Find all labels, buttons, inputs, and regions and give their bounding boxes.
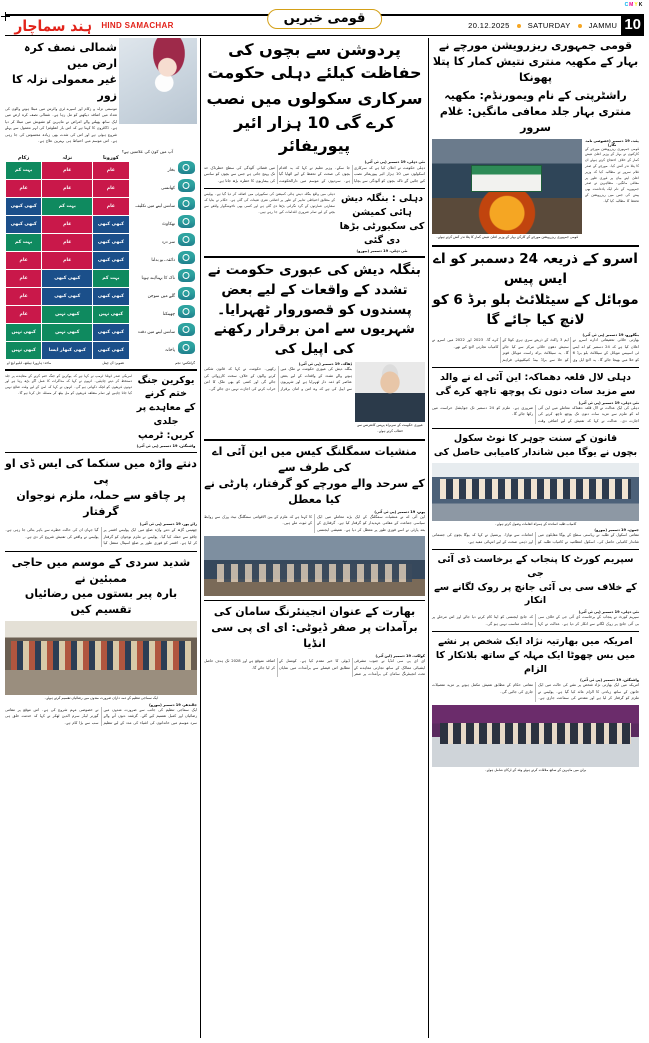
- symptom-value-cell: عام: [42, 161, 93, 179]
- symptom-table-body: [6, 161, 198, 359]
- symptom-label: سر درد: [161, 239, 175, 245]
- story-bangladesh-interim-govt: [204, 261, 425, 435]
- symptom-label: سانس لینے میں دقت: [137, 329, 175, 335]
- symptom-value-cell: کبھی کبھی: [42, 269, 93, 287]
- symptom-value-cell: کبھی نہیں: [6, 341, 42, 359]
- left-column: [5, 38, 201, 1038]
- redfort-headline-line1: دہلی لال قلعہ دھماکہ: این آئی اے نے والد: [439, 372, 631, 384]
- story-school-yoga-success: [432, 432, 639, 545]
- story-northern-hemisphere-flu: [5, 38, 197, 145]
- nia-body-text: این آئی اے نے منشیات سمگلنگ کے ایک بڑے معاملے میں ایک سیاسی جماعت کے مقامی عہدیدار کو گرفتار کیا ہے۔ گرفتاری کے بعد پارٹی نے اسے فوری طور پر معطل کر دیا ہے۔ تفتیشی ایجنسی کا کہنا ہے کہ ملزم کے بین الاقوامی سمگلنگ نیٹ ورک سے روابط کے ثبوت ملے ہیں۔: [204, 514, 425, 532]
- story-nia-drug-smuggling: [204, 444, 425, 596]
- symptom-person-icon: [175, 269, 197, 287]
- symptom-person-icon: [175, 305, 197, 323]
- yoga-body-text: مقامی اسکول کے طلبہ نے ریاستی سطح کے یوگا مقابلوں میں شاندار کامیابی حاصل کی۔ اسکول انتظامیہ نے کامیاب طلبہ کو انعامات سے نوازا۔ پرنسپل نے کہا کہ یوگا بچوں کی جسمانی اور ذہنی صحت کے لیے انتہائی مفید ہے۔: [432, 533, 639, 544]
- symptom-table-row: [6, 233, 198, 251]
- story-supreme-court-dig: [432, 553, 639, 627]
- publication-date: 20.12.2025: [468, 21, 510, 30]
- story-dantewada-attack: [5, 456, 197, 546]
- cmyk-c: C: [624, 2, 629, 8]
- protest-photo-caption: قومی جمہوری ریزرویشن مورچے کے کارکن بہار کے وزیر اعلیٰ نتیش کمار کا پتلا نذر آتش کرتے ہوئے۔: [435, 234, 579, 239]
- nia-headline-line1: منشیات سمگلنگ کیس میں این آئی اے کی طرف سے: [212, 445, 417, 475]
- sc-headline-line2: کے خلاف سی بی آئی جانچ پر روک لگانے سے انکار: [434, 581, 637, 607]
- yoga-headline-line2: بچوں نے یوگا میں شاندار کامیابی حاصل کی: [433, 446, 638, 458]
- blanket-headline-line2: بارہ پیر بستوں میں رضائیاں تقسیم کیں: [24, 587, 178, 617]
- symptom-value-cell: عام: [6, 179, 42, 197]
- symptom-value-cell: کبھی کبھی: [93, 215, 129, 233]
- symptom-person-icon: [175, 233, 197, 251]
- dantewada-dateline: رائے پور، 19 دسمبر (پی ٹی آئی): [139, 522, 197, 527]
- symptom-value-cell: کبھی کبھی: [6, 215, 42, 233]
- protest-headline-line2: راشٹرپتی کے نام ویمورنڈم: مکھیہ منتری بہار جلد معافی مانگیں: غلام سرور: [439, 88, 632, 134]
- blanket-headline-line1: شدید سردی کے موسم میں حاجی ممبئین نے: [11, 555, 191, 585]
- bangladesh-body-text: بنگلہ دیش کی عبوری حکومت نے ملک میں ہونے والے تشدد کے واقعات کے لیے بعض عناصر کو ذمہ دار ٹھہرایا ہے اور شہریوں سے اپیل کی ہے کہ وہ امن و امان برقرار رکھیں۔ حکومت نے کہا کہ قانون شکنی کرنے والوں کے خلاف سخت کارروائی کی جائے گی اور کسی کو بھی ملک کا امن خراب کرنے کی اجازت نہیں دی جائے گی۔: [204, 367, 352, 391]
- yoga-dateline: جموں، 19 دسمبر (بیورو): [594, 528, 639, 533]
- official-portrait-photo: [355, 362, 425, 422]
- story-eepc-zero-duty: [204, 604, 425, 677]
- symptom-value-cell: بہت کم: [6, 161, 42, 179]
- symptom-graphics-credit: ماخذ: ہارورڈ ہیلتھ، ڈبلیو ایچ او: [7, 360, 52, 365]
- sc-body-text: سپریم کورٹ نے پنجاب کے برخاست ڈی آئی جی کے خلاف سی بی آئی جانچ پر روک لگانے سے انکار کر دیا ہے۔ عدالت نے کہا کہ جانچ ایجنسی کو اپنا کام کرنے دیا جائے اور اس مرحلے پر مداخلت مناسب نہیں ہو گی۔: [432, 615, 639, 626]
- symptom-value-cell: کبھی کبھی: [93, 323, 129, 341]
- dantewada-body-text: چھتیس گڑھ کے دنتے واڑہ ضلع میں ایک پولیس افسر پر چاقو سے حملہ کیا گیا۔ پولیس نے ملزم نوجوان کو گرفتار کر لیا ہے۔ افسر کو فوری طور پر ضلع اسپتال منتقل کیا گیا جہاں ان کی حالت خطرے سے باہر بتائی جا رہی ہے۔ پولیس نے واقعے کی تفتیش شروع کر دی ہے۔: [5, 528, 197, 546]
- separator-dot-icon: [578, 24, 582, 28]
- symptom-label: پاخانہ: [164, 347, 175, 353]
- blanket-dateline: جالندھر، 19 دسمبر (بیورو): [149, 702, 197, 707]
- symptom-person-icon: [175, 215, 197, 233]
- symptom-value-cell: عام: [93, 179, 129, 197]
- symptom-value-cell: عام: [6, 287, 42, 305]
- logo-english-text: HIND SAMACHAR: [101, 21, 174, 30]
- purifier-headline-line2: سرکاری سکولوں میں نصب کرے گی 10 ہزار ائیر پیوریفائر: [206, 89, 423, 155]
- symptom-table-row: [6, 197, 198, 215]
- dantewada-headline-line2: پر چاقو سے حملہ، ملزم نوجوان گرفتار: [16, 489, 186, 519]
- symptom-col-flu: نزلہ: [62, 154, 73, 161]
- center-mid-block: [204, 192, 425, 253]
- symptom-person-icon: [175, 197, 197, 215]
- bangladesh-photo-caption: عبوری حکومت کے سربراہ پریس کانفرنس سے خطاب کرتے ہوئے۔: [357, 423, 423, 433]
- symptom-value-cell: کبھی نہیں: [42, 305, 93, 323]
- symptom-source: گرافکس: نجم: [175, 360, 195, 365]
- ukraine-dateline: واشنگٹن، 19 دسمبر (پی ٹی آئی): [136, 444, 196, 449]
- center-mid-left: [204, 192, 335, 253]
- symptom-label: چھینکنا: [162, 311, 175, 317]
- sc-dateline: نئی دہلی، 19 دسمبر (پی ٹی آئی): [578, 610, 639, 615]
- eepc-dateline: کولکتہ، 19 دسمبر (این آئی): [375, 654, 425, 659]
- panel-discussion-photo: [432, 705, 639, 767]
- cmyk-color-bar: [624, 2, 643, 8]
- newspaper-logo[interactable]: [5, 17, 220, 35]
- nia-dateline: پونے، 19 دسمبر (پی ٹی آئی): [374, 509, 425, 514]
- highcomm-dateline: نئی دہلی، 19 دسمبر (بیورو): [356, 249, 408, 254]
- symptom-value-cell: کبھی کبھی: [6, 197, 42, 215]
- center-column: [201, 38, 429, 1038]
- symptom-table-row: [6, 341, 198, 359]
- ukraine-headline-line1: یوکرین جنگ ختم کرنے: [137, 374, 195, 400]
- isro-headline-line2: موبائل کے سیٹلائٹ بلو برڈ 6 کو لانچ کیا جائے گا: [432, 292, 639, 328]
- ukraine-headline-line2: کے معاہدے پر جلدی: [136, 402, 196, 427]
- bangladesh-headline-line2: پسندوں کو قصوروار ٹھہرایا۔ شہریوں سے امن برقرار رکھنے کی اپیل کی: [214, 301, 415, 357]
- purifier-body-text: دہلی حکومت نے اعلان کیا ہے کہ سرکاری اسکولوں میں 10 ہزار ائیر پیوریفائر نصب کیے جائیں گے تاکہ بچوں کو آلودگی سے بچایا جا سکے۔ وزیر تعلیم نے کہا کہ یہ اقدام بچوں کی صحت کے تحفظ کے لیے اٹھایا گیا ہے۔ سردیوں کے موسم میں دارالحکومت میں فضائی آلودگی کی سطح خطرناک حد تک پہنچ جاتی ہے جس سے بچوں کو سانس کی بیماریوں کا خطرہ بڑھ جاتا ہے۔: [204, 165, 425, 183]
- symptom-table-row: [6, 269, 198, 287]
- page-number-badge: 10: [621, 15, 644, 36]
- sc-headline-line1: سپریم کورٹ کا پنجاب کے برخاست ڈی آئی جی: [437, 554, 634, 579]
- us-photo-caption: برلن میں ماہرین کے ساتھ ملاقات کرتے ہوئے وفد کے ارکان شامل ہوئے۔: [484, 767, 587, 772]
- symptom-value-cell: کبھی کبھار ایسا: [42, 341, 93, 359]
- redfort-dateline: نئی دہلی، 19 دسمبر (پی ٹی آئی): [578, 400, 639, 405]
- symptom-person-icon: [175, 287, 197, 305]
- symptom-col-cold: زکام: [17, 154, 30, 161]
- redfort-headline-line2: سے مزید سات دنوں تک پوچھ تاچھ کرے گی: [435, 385, 636, 397]
- isro-headline-line1: اسرو کے ذریعہ 24 دسمبر کو اے ایس پیس: [433, 251, 638, 287]
- story-delhi-air-purifiers: [204, 38, 425, 184]
- purifier-headline-line1: پردوشن سے بچوں کی حفاظت کیلئے دہلی حکومت: [207, 40, 422, 83]
- symptom-label: بخار: [167, 167, 175, 173]
- symptom-table-row: [6, 323, 198, 341]
- yoga-headline-line1: قانون کے سنت جوہر کا نوٹ سکول: [453, 433, 618, 445]
- masthead: [5, 11, 644, 36]
- us-headline-line2: میں بس چھوٹا ایک مہلہ کے ساتھ بلاتکار کا الزام: [435, 649, 636, 675]
- cmyk-k: K: [638, 2, 643, 8]
- story-isro-satellite-launch: [432, 250, 639, 363]
- us-body-text: امریکہ میں ایک بھارتی نژاد شخص پر نشے کی حالت میں ایک خاتون کے ساتھ زیادتی کا الزام عائد کیا گیا ہے۔ پولیس نے ملزم کو گرفتار کر لیا ہے اور مقدمے کی سماعت جاری ہے۔ مقامی حکام کے مطابق تفتیش مکمل ہونے پر مزید تفصیلات جاری کی جائیں گی۔: [432, 683, 639, 701]
- symptom-table-note: آپ میں کون کی علامتیں ہے؟: [121, 148, 173, 154]
- symptom-label: تھکاوٹ: [162, 221, 175, 227]
- story-bangladesh-highcommission: [339, 192, 425, 253]
- dantewada-headline-line1: دنتے واڑہ میں سنکما کی ایس ڈی او پی: [5, 457, 197, 487]
- symptom-value-cell: کبھی نہیں: [93, 305, 129, 323]
- symptom-person-icon: [175, 323, 197, 341]
- symptom-value-cell: عام: [6, 305, 42, 323]
- isro-body-text: بھارتی خلائی تحقیقاتی ادارے اسرو نے اعلان کیا ہے کہ 24 دسمبر کو اے ایس ٹی اسپیس موبائل کے سیٹلائٹ بلو برڈ 6 کو خلا میں بھیجا جائے گا۔ یہ لانچ ایل وی ایم 3 راکٹ کے ذریعے سری ہری کوٹا کے ستیش دھون خلائی مرکز سے کیا جائے گا۔ یہ سیٹلائٹ براہ راست موبائل فونز کو خلا سے براڈ بینڈ کنیکٹیویٹی فراہم کرے گا۔ 2023 اور 2022 میں اسرو نے کامیاب تجارتی لانچ کیے تھے۔: [432, 338, 639, 362]
- cmyk-y: Y: [634, 2, 639, 8]
- dateline: [468, 21, 621, 30]
- symptom-value-cell: عام: [42, 251, 93, 269]
- symptom-label: سانس لینے میں تکلیف: [135, 203, 175, 209]
- purifier-dateline: نئی دہلی، 19 دسمبر (پی ٹی آئی): [364, 159, 425, 164]
- symptom-comparison-table: [5, 149, 197, 365]
- edition-city: JAMMU: [588, 21, 618, 30]
- ukraine-headline-line3: کریں: ٹرمپ: [137, 429, 195, 441]
- symptom-value-cell: عام: [42, 233, 93, 251]
- symptom-person-icon: [175, 161, 197, 179]
- highcomm-body-text: دہلی میں واقع بنگلہ دیش ہائی کمیشن کی سکیورٹی میں اضافہ کر دیا گیا ہے۔ پولیس کے مطابق احتیاطی تدابیر کے طور پر اضافی نفری تعینات کی گئی ہے۔ حکام نے بتایا کہ سفارتی عمارتوں کے گرد نگرانی بڑھا دی گئی ہے اور کسی بھی ناخوشگوار واقعے سے بچنے کے لیے تمام ضروری اقدامات کیے جا رہے ہیں۔: [204, 192, 335, 214]
- woman-sneezing-photo: [119, 38, 197, 124]
- story-red-fort-blast-nia: [432, 371, 639, 424]
- separator-dot-icon: [517, 24, 521, 28]
- symptom-person-icon: [175, 251, 197, 269]
- symptom-value-cell: عام: [93, 197, 129, 215]
- symptom-value-cell: کبھی کبھی: [93, 287, 129, 305]
- symptom-value-cell: کبھی کبھی: [93, 341, 129, 359]
- story-blanket-distribution: [5, 555, 197, 727]
- symptom-value-cell: کبھی کبھی: [93, 233, 129, 251]
- symptom-value-cell: عام: [6, 269, 42, 287]
- blanket-distribution-photo: [5, 621, 197, 695]
- symptom-value-cell: بہت کم: [42, 197, 93, 215]
- symptom-value-cell: کبھی کبھی: [42, 287, 93, 305]
- blanket-photo-caption: ایک سماجی تنظیم کے ذمہ داران ضرورت مندوں میں رضائیاں تقسیم کرتے ہوئے۔: [44, 696, 158, 701]
- symptom-table-row: [6, 287, 198, 305]
- symptom-label: ناک کا بہنا/بند ہونا: [141, 275, 175, 281]
- blanket-body-text: ایک سماجی تنظیم کی جانب سے ضرورت مندوں میں رضائیاں اور کمبل تقسیم کیے گئے۔ گزشتہ دنوں آنے والے سرد موسم میں خاندانوں کی اشیاء کی مدد کے لیے تنظیم نے خصوصی مہم شروع کی ہے۔ اس موقع پر مقامی گورنر لیڈر سرم الدین ٹھکر نے کہا کہ خدمت خلق ہی سب سے بڑا کام ہے۔: [5, 707, 197, 725]
- symptom-value-cell: بہت کم: [6, 233, 42, 251]
- symptom-photo-credit: تصویر: آن چینل: [102, 360, 125, 365]
- symptom-table-footer: [5, 360, 197, 365]
- symptom-table-row: [6, 305, 198, 323]
- symptom-table: [5, 155, 197, 360]
- protest-body-text: قومی جمہوری ریزرویشن مورچے کے کارکنوں نے بہار کے وزیر اعلیٰ نتیش کمار کے خلاف احتجاج کرتے ہوئے ان کا پتلا نذر آتش کیا۔ مورچے کے صدر غلام سرور نے مطالبہ کیا کہ وزیر اعلیٰ اپنے بیان پر فوری طور پر معافی مانگیں۔ مظاہرین نے صدر جمہوریہ کے نام ایک یادداشت بھی پیش کی جس میں ریزرویشن کے تحفظ کا مطالبہ کیا گیا۔: [585, 146, 639, 203]
- symptom-table-row: [6, 179, 198, 197]
- symptom-table-row: [6, 251, 198, 269]
- symptom-label: کھانسی: [161, 185, 175, 191]
- redfort-body-text: دہلی کی ایک عدالت نے لال قلعہ دھماکہ معاملے میں این آئی اے کو ملزم سے مزید سات دنوں تک پوچھ تاچھ کرنے کی اجازت دی۔ عدالت نے کہا کہ تفتیش کے لیے اضافی وقت ضروری ہے۔ ملزم کو 24 دسمبر تک جوڈیشل حراست میں رکھا جائے گا۔: [432, 405, 639, 423]
- story-ukraine-trump: [5, 374, 197, 449]
- publication-day: SATURDAY: [527, 21, 571, 30]
- symptom-table-row: [6, 161, 198, 179]
- page-body-grid: [5, 38, 644, 1038]
- symptom-label: گلے میں سوجن: [147, 293, 175, 299]
- flu-headline-line1: شمالی نصف کرہ ارض میں: [24, 41, 117, 70]
- eepc-headline-line1: بھارت کے عنوان انجینئرنگ سامان کی: [213, 605, 416, 619]
- protest-dateline: پٹنہ، 19 دسمبر (خصوصی نامہ نگار): [585, 138, 639, 147]
- symptom-label: ذائقہ۔بو بدلنا: [151, 257, 175, 263]
- bangladesh-dateline: ڈھاکہ، 19 دسمبر (پی ٹی آئی): [298, 362, 352, 367]
- flu-body-text: موسمی نزلہ و زکام اور اسپرے ٹری وائرس میں مبتلا ہونے والوں کی تعداد میں اضافہ دیکھنے کو مل رہا ہے۔ شمالی نصف کرہ ارض میں ایک ساتھ پھیلنے والے امراض نے ماہرین کو تشویش میں مبتلا کر دیا ہے۔ ڈاکٹروں کا کہنا ہے کہ اس بار انفلوئنزا کی لہر معمول سے پہلے شروع ہوئی ہے اور اس کی شدت بھی زیادہ محسوس کی جا رہی ہے۔ اس موسم میں احتیاط ہی بہترین علاج ہے۔: [5, 106, 117, 144]
- symptom-value-cell: عام: [42, 179, 93, 197]
- symptom-value-cell: بہت کم: [93, 269, 129, 287]
- group-arrest-photo: [204, 536, 425, 596]
- symptom-col-corona: کورونا: [102, 154, 119, 161]
- story-us-indian-origin-case: [432, 635, 639, 774]
- logo-urdu-text: ہند سماچار: [14, 16, 92, 35]
- us-dateline: واشنگٹن، 19 دسمبر (پی ٹی آئی): [580, 678, 639, 683]
- highcomm-headline-line1: دہلی : بنگلہ دیش ہائی کمیشن: [341, 193, 423, 219]
- isro-dateline: بنگلورو، 19 دسمبر (پی ٹی آئی): [582, 333, 639, 338]
- symptom-value-cell: عام: [93, 161, 129, 179]
- symptom-person-icon: [175, 341, 197, 359]
- protest-effigy-burning-photo: [432, 139, 582, 234]
- nia-headline-line2: کے سرحد والے مورچے کو گرفتار، پارٹی نے کیا معطل: [204, 476, 425, 506]
- symptom-value-cell: کبھی کبھی: [93, 251, 129, 269]
- eepc-body-text: ای ای پی سی انڈیا نے جنوب مشرقی ایشیائی ممالک کے ساتھ تجارتی معاہدے کے تحت انجینئرنگ سامان کی برآمدات پر صفر ڈیوٹی کا خیر مقدم کیا ہے۔ کونسل کے مطابق اس فیصلے سے برآمدات میں نمایاں اضافہ متوقع ہے اور 2028 تک ہدف حاصل کر لیا جائے گا۔: [204, 659, 425, 676]
- yoga-photo-caption: کامیاب طلبہ اساتذہ کے ہمراہ انعامات وصول کرتے ہوئے۔: [494, 521, 577, 526]
- ukraine-body-text: امریکی صدر ڈونلڈ ٹرمپ نے کہا ہے کہ یوکرین کو جنگ ختم کرنے کے معاہدے پر جلد دستخط کر دینے چاہئیں۔ انہوں نے کہا کہ مذاکرات کا عمل آگے بڑھ رہا ہے اور دونوں فریقوں کو لچک دکھانی ہو گی۔ انہوں نے کہا کہ امن کے لیے وقت ضائع نہیں کیا جانا چاہیے اور تمام متعلقہ فریقوں کو مل بیٹھ کر مسئلہ حل کرنا ہو گا۔: [5, 373, 132, 395]
- section-title-badge: قومی خبریں: [267, 9, 383, 29]
- symptom-value-cell: کبھی نہیں: [42, 323, 93, 341]
- eepc-headline-line2: برآمدات پر صفر ڈیوٹی: ای ای پی سی انڈیا: [211, 621, 418, 651]
- cmyk-m: M: [629, 2, 634, 8]
- us-headline-line1: امریکہ میں بھارتیہ نژاد ایک شخص پر نشے: [438, 636, 633, 648]
- flu-headline-line2: غیر معمولی نزلہ کا زور: [12, 72, 117, 102]
- highcomm-headline-line2: کی سکیورٹی بڑھا دی گئی: [339, 220, 425, 246]
- symptom-value-cell: عام: [6, 251, 42, 269]
- right-column: [429, 38, 639, 1038]
- story-reservation-morcha-protest: [432, 38, 639, 241]
- bangladesh-headline-line1: بنگلہ دیش کی عبوری حکومت نے تشدد کے واقعات کے لیے بعض: [208, 262, 421, 298]
- symptom-table-row: [6, 215, 198, 233]
- symptom-person-icon: [175, 179, 197, 197]
- symptom-value-cell: کبھی نہیں: [6, 323, 42, 341]
- symptom-value-cell: عام: [42, 215, 93, 233]
- school-award-ceremony-photo: [432, 463, 639, 521]
- protest-headline-line1: قومی جمہوری ریزرویشن مورچے نے بہار کے مکھیہ منتری نتیش کمار کا پتلا پھونکا: [432, 39, 639, 84]
